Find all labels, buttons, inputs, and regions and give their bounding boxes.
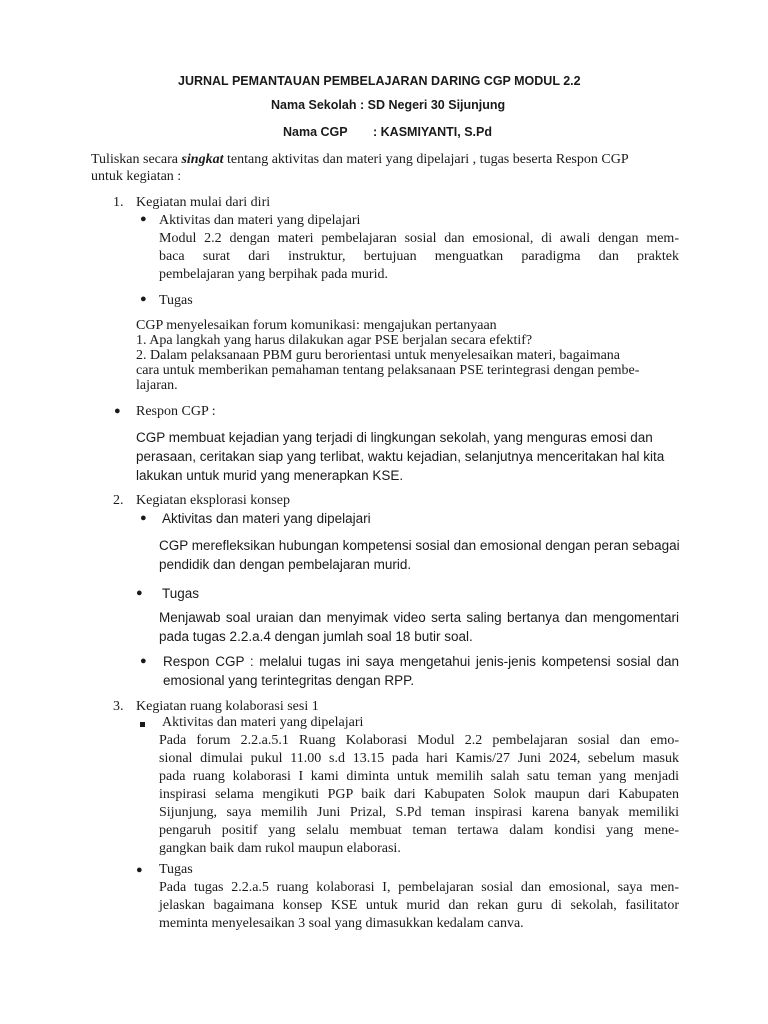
bullet-icon: ● bbox=[136, 587, 143, 599]
paragraph-line: 1. Apa langkah yang harus dilakukan agar PSE berjalan secara efektif? bbox=[136, 333, 533, 348]
paragraph-line: Respon CGP : melalui tugas ini saya mengetahui jenis-jenis kompetensi sosial dan bbox=[163, 654, 679, 669]
section2-heading: Kegiatan eksplorasi konsep bbox=[136, 493, 290, 508]
intro-emphasis: singkat bbox=[181, 152, 224, 167]
paragraph-line: inspirasi selama mengikuti PGP baik dari Kabupaten Solok maupun dari Kabupaten bbox=[159, 787, 679, 802]
intro-part1: Tuliskan secara bbox=[91, 152, 182, 167]
section1-task-text bbox=[136, 318, 679, 393]
section2-activity-text bbox=[159, 536, 679, 574]
paragraph-line: sional dimulai pukul 11.00 s.d 13.15 pada hari Kamis/27 Juni 2024, sebelum masuk bbox=[159, 751, 679, 766]
paragraph-line: Modul 2.2 dengan materi pembelajaran sosial dan emosional, di awali dengan mem- bbox=[159, 231, 679, 246]
paragraph-line: Pada forum 2.2.a.5.1 Ruang Kolaborasi Modul 2.2 pembelajaran sosial dan emo- bbox=[159, 733, 679, 748]
section3-task-text bbox=[159, 879, 679, 933]
paragraph-line: emosional yang terintegritas dengan RPP. bbox=[163, 673, 415, 688]
section3-number: 3. bbox=[113, 699, 124, 714]
paragraph-line: Pada tugas 2.2.a.5 ruang kolaborasi I, pembelajaran sosial dan emosional, saya men- bbox=[159, 880, 679, 895]
section1-task-heading: Tugas bbox=[159, 293, 193, 308]
paragraph-line: CGP menyelesaikan forum komunikasi: mengajukan pertanyaan bbox=[136, 318, 497, 333]
bullet-icon: ● bbox=[140, 293, 147, 305]
paragraph-line: lakukan untuk murid yang menerapkan KSE. bbox=[136, 468, 404, 483]
paragraph-line: jelaskan bagaimana konsep KSE untuk murid dan rekan guru di sekolah, fasilitator bbox=[159, 898, 679, 913]
section2-activity-heading: Aktivitas dan materi yang dipelajari bbox=[162, 511, 371, 526]
section3-heading: Kegiatan ruang kolaborasi sesi 1 bbox=[136, 699, 319, 714]
bullet-icon: ● bbox=[140, 655, 147, 667]
intro-line-1 bbox=[91, 152, 629, 168]
section2-task-text bbox=[159, 608, 679, 646]
paragraph-line: Menjawab soal uraian dan menyimak video serta saling bertanya dan mengomentari bbox=[159, 610, 679, 625]
paragraph-line: baca surat dari instruktur, bertujuan menguatkan paradigma dan praktek bbox=[159, 249, 679, 264]
section3-task-heading: Tugas bbox=[159, 862, 193, 877]
paragraph-line: pengaruh positif yang selalu membuat teman tertawa dalam kondisi yang mene- bbox=[159, 823, 679, 838]
paragraph-line: lajaran. bbox=[136, 378, 178, 393]
bullet-icon: ● bbox=[136, 864, 143, 876]
intro-part2: tentang aktivitas dan materi yang dipelajari , tugas beserta Respon CGP bbox=[223, 152, 629, 167]
paragraph-line: perasaan, ceritakan siap yang terlibat, waktu kejadian, selanjutnya menceritakan hal kita bbox=[136, 449, 665, 464]
paragraph-line: CGP merefleksikan hubungan kompetensi sosial dan emosional dengan peran sebagai bbox=[159, 538, 680, 553]
section2-task-heading: Tugas bbox=[162, 586, 200, 601]
paragraph-line: 2. Dalam pelaksanaan PBM guru berorientasi untuk menyelesaikan materi, bagaimana bbox=[136, 348, 621, 363]
section3-activity-heading: Aktivitas dan materi yang dipelajari bbox=[162, 715, 364, 730]
paragraph-line: pada tugas 2.2.a.4 dengan jumlah soal 18 butir soal. bbox=[159, 629, 473, 644]
section1-activity-heading: Aktivitas dan materi yang dipelajari bbox=[159, 213, 361, 228]
section2-number: 2. bbox=[113, 493, 124, 508]
intro-line-2: untuk kegiatan : bbox=[91, 169, 182, 184]
bullet-icon: ● bbox=[140, 512, 147, 524]
square-bullet-icon bbox=[140, 716, 145, 732]
paragraph-line: pembelajaran yang berpihak pada murid. bbox=[159, 267, 388, 282]
section3-activity-text bbox=[159, 732, 679, 858]
section1-response-heading: Respon CGP : bbox=[136, 404, 216, 419]
section1-heading: Kegiatan mulai dari diri bbox=[136, 195, 271, 210]
paragraph-line: meminta menyelesaikan 3 soal yang dimasukkan kedalam canva. bbox=[159, 916, 524, 931]
section1-activity-text bbox=[159, 230, 679, 284]
section1-response-text bbox=[136, 428, 676, 485]
paragraph-line: cara untuk memberikan pemahaman tentang pelaksanaan PSE terintegrasi dengan pembe- bbox=[136, 363, 640, 378]
paragraph-line: CGP membuat kejadian yang terjadi di lingkungan sekolah, yang menguras emosi dan bbox=[136, 430, 653, 445]
paragraph-line: pendidik dan dengan pembelajaran murid. bbox=[159, 557, 412, 572]
paragraph-line: Sijunjung, saya memilih Juni Prizal, S.Pd teman inspirasi karena banyak memiliki bbox=[159, 805, 679, 820]
bullet-icon: ● bbox=[140, 213, 147, 225]
cgp-label: Nama CGP bbox=[283, 125, 348, 139]
paragraph-line: pada ruang kolaborasi I kami diminta untuk memilih salah satu teman yang menjadi bbox=[159, 769, 679, 784]
section2-response-text bbox=[163, 652, 679, 690]
section1-number: 1. bbox=[113, 195, 124, 210]
document-title: JURNAL PEMANTAUAN PEMBELAJARAN DARING CGP MODUL 2.2 bbox=[178, 74, 581, 88]
school-label: Nama Sekolah bbox=[271, 98, 357, 112]
bullet-icon: ● bbox=[114, 405, 121, 417]
school-value: : SD Negeri 30 Sijunjung bbox=[360, 98, 506, 112]
cgp-value: : KASMIYANTI, S.Pd bbox=[373, 125, 492, 139]
paragraph-line: gangkan baik dam rukol maupun elaborasi. bbox=[159, 841, 401, 856]
